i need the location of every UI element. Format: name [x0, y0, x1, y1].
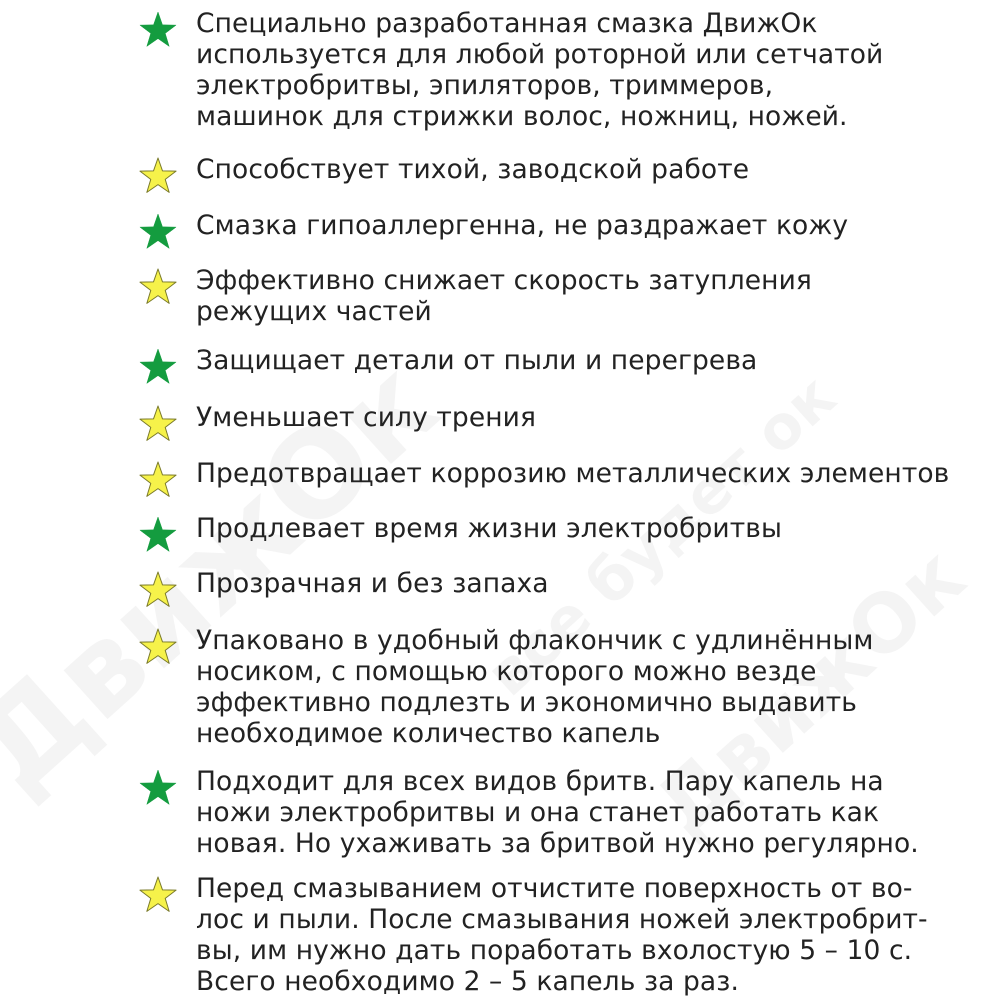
- yellow-star-icon: [138, 570, 178, 610]
- green-star-icon: [138, 347, 178, 387]
- item-text: [196, 766, 986, 859]
- item-text-line: Предотвращает коррозию металлических элементов: [196, 458, 950, 489]
- item-text: [196, 568, 986, 599]
- item-text-line: Продлевает время жизни электробритвы: [196, 513, 783, 544]
- green-star-icon: [138, 515, 178, 555]
- green-star-icon: [138, 768, 178, 808]
- item-text-line: электробритвы, эпиляторов, триммеров,: [196, 70, 774, 101]
- item-text-line: Эффективно снижает скорость затупления: [196, 265, 812, 296]
- green-star-icon: [138, 10, 178, 50]
- item-text-line: Специально разработанная смазка ДвижОк: [196, 8, 818, 39]
- item-text-line: Всего необходимо 2 – 5 капель за раз.: [196, 966, 739, 997]
- item-text: [196, 513, 986, 544]
- item-text: [196, 402, 986, 433]
- item-text-line: режущих частей: [196, 296, 432, 327]
- item-text-line: необходимое количество капель: [196, 718, 661, 749]
- yellow-star-icon: [138, 627, 178, 667]
- item-text: [196, 8, 986, 132]
- yellow-star-icon: [138, 460, 178, 500]
- item-text: [196, 625, 986, 749]
- item-text-line: Прозрачная и без запаха: [196, 568, 549, 599]
- item-text-line: носиком, с помощью которого можно везде: [196, 656, 817, 687]
- item-text-line: новая. Но ухаживать за бритвой нужно регулярно.: [196, 828, 919, 859]
- yellow-star-icon: [138, 156, 178, 196]
- item-text-line: вы, им нужно дать поработать вхолостую 5 – 10 с.: [196, 935, 913, 966]
- item-text-line: Способствует тихой, заводской работе: [196, 154, 750, 185]
- yellow-star-icon: [138, 404, 178, 444]
- item-text-line: Уменьшает силу трения: [196, 402, 537, 433]
- yellow-star-icon: [138, 267, 178, 307]
- item-text: [196, 873, 986, 997]
- item-text-line: используется для любой роторной или сетчатой: [196, 39, 884, 70]
- yellow-star-icon: [138, 875, 178, 915]
- item-text-line: машинок для стрижки волос, ножниц, ножей.: [196, 101, 848, 132]
- green-star-icon: [138, 212, 178, 252]
- item-text-line: Смазка гипоаллергенна, не раздражает кожу: [196, 210, 849, 241]
- item-text-line: ножи электробритвы и она станет работать как: [196, 797, 880, 828]
- item-text: [196, 458, 986, 489]
- item-text: [196, 345, 986, 376]
- item-text-line: Защищает детали от пыли и перегрева: [196, 345, 758, 376]
- item-text: [196, 154, 986, 185]
- item-text-line: Подходит для всех видов бритв. Пару капель на: [196, 766, 884, 797]
- item-text: [196, 265, 986, 327]
- item-text-line: лос и пыли. После смазывания ножей электробрит-: [196, 904, 928, 935]
- item-text: [196, 210, 986, 241]
- item-text-line: эффективно подлезть и экономично выдавить: [196, 687, 857, 718]
- item-text-line: Упаковано в удобный флакончик с удлинённым: [196, 625, 874, 656]
- item-text-line: Перед смазыванием отчистите поверхность от во-: [196, 873, 913, 904]
